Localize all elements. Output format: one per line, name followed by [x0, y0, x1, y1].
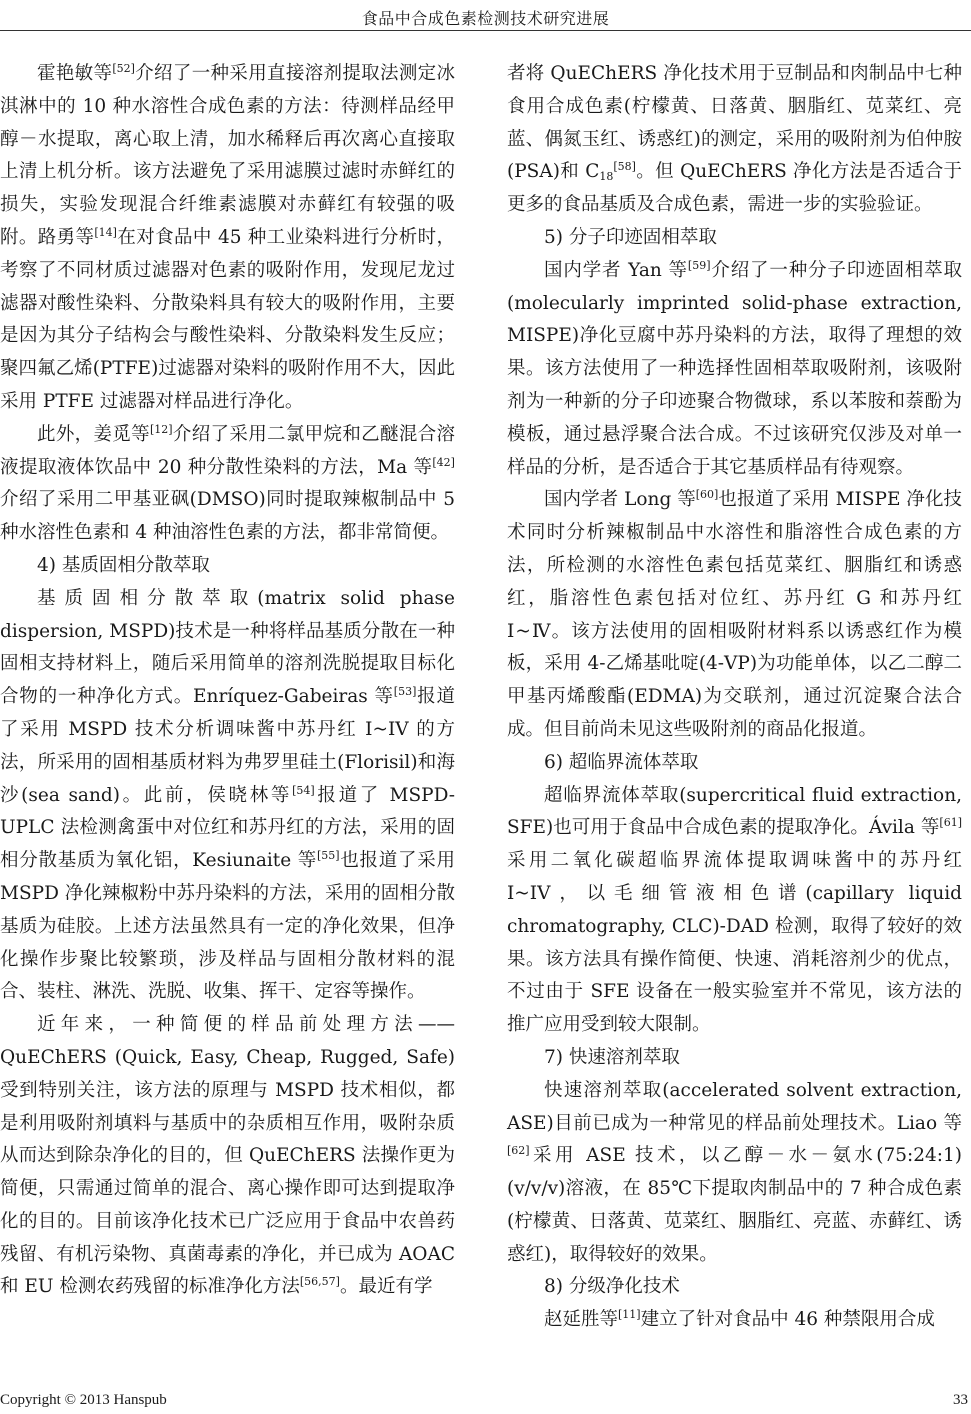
citation-ref[interactable]: [59] — [687, 258, 711, 272]
citation-ref[interactable]: [42] — [432, 455, 455, 469]
section-heading: 7) 快速溶剂萃取 — [544, 1046, 680, 1068]
paragraph: 霍艳敏等[52]介绍了一种采用直接溶剂提取法测定冰淇淋中的 10 种水溶性合成色素的方法：待测样品经甲醇－水提取，离心取上清，加水稀释后再次离心直接取上清上机分析。该方法避免了采用滤膜过滤时赤鲜红的损失，实验发现混合纤维素滤膜对赤藓红有较强的吸附。路勇等[14]在对食品中 45 种工业染料进行分析时，考察了不同材质过滤器对色素的吸附作用，发现尼龙过滤器对酸性染料、分散染料具有较大的吸附作用，主要是因为其分子结构会与酸性染料、分散染料发生反应；聚四氟乙烯(PTFE)过滤器对染料的吸附作用不大，因此采用 PTFE 过滤器对样品进行净化。 — [0, 62, 455, 412]
citation-ref[interactable]: [54] — [292, 783, 315, 797]
citation-ref[interactable]: [52] — [112, 62, 135, 75]
citation-ref[interactable]: [62] — [507, 1144, 530, 1158]
citation-ref[interactable]: [11] — [618, 1308, 641, 1322]
paragraph: 基质固相分散萃取(matrix solid phase dispersion, MSPD)技术是一种将样品基质分散在一种固相支持材料上，随后采用简单的溶剂洗脱提取目标化合物的一种净化方式。Enríquez-Gabeiras 等[53]报道了采用 MSPD 技术分析调味酱中苏丹红 I~IV 的方法，所采用的固相基质材料为弗罗里硅土(Florisil)和海沙(sea sand)。此前，侯晓林等[54]报道了 MSPD-UPLC 法检测禽蛋中对位红和苏丹红的方法，采用的固相分散基质为氧化铝，Kesiunaite 等[55]也报道了采用 MSPD 净化辣椒粉中苏丹染料的方法，采用的固相分散基质为硅胶。上述方法虽然具有一定的净化效果，但净化操作步聚比较繁琐，涉及样品与固相分散材料的混合、装柱、淋洗、洗脱、收集、挥干、定容等操作。 — [0, 587, 455, 1003]
paragraph: 赵延胜等[11]建立了针对食品中 46 种禁限用合成 — [544, 1308, 935, 1331]
right-column — [507, 58, 962, 1337]
citation-ref[interactable]: [56,57] — [299, 1275, 340, 1289]
citation-ref[interactable]: [14] — [94, 225, 117, 239]
citation-ref[interactable]: [60] — [695, 488, 719, 502]
paragraph: 国内学者 Long 等[60]也报道了采用 MISPE 净化技术同时分析辣椒制品中水溶性和脂溶性合成色素的方法，所检测的水溶性色素包括苋菜红、胭脂红和诱惑红，脂溶性色素包括对位红、苏丹红 G 和苏丹红Ⅰ~Ⅳ。该方法使用的固相吸附材料系以诱惑红作为模板，采用 4-乙烯基吡啶(4-VP)为功能单体，以乙二醇二甲基丙烯酸酯(EDMA)为交联剂，通过沉淀聚合法合成。但目前尚未见这些吸附剂的商品化报道。 — [507, 488, 962, 740]
paragraph: 近年来，一种简便的样品前处理方法——QuEChERS (Quick, Easy, Cheap, Rugged, Safe)受到特别关注，该方法的原理与 MSPD 技术相似，都是利用吸附剂填料与基质中的杂质相互作用，吸附杂质从而达到除杂净化的目的，但 QuEChERS 法操作更为简便，只需通过简单的混合、离心操作即可达到提取净化的目的。目前该净化技术已广泛应用于食品中农兽药残留、有机污染物、真菌毒素的净化，并已成为 AOAC 和 EU 检测农药残留的标准净化方法[56,57]。最近有学 — [0, 1014, 455, 1298]
citation-ref[interactable]: [61] — [939, 816, 962, 830]
citation-ref[interactable]: [12] — [149, 422, 173, 436]
paragraph: 者将 QuEChERS 净化技术用于豆制品和肉制品中七种食用合成色素(柠檬黄、日落黄、胭脂红、苋菜红、亮蓝、偶氮玉红、诱惑红)的测定，采用的吸附剂为伯仲胺(PSA)和 $C_{18}[58]$。但 QuEChERS 净化方法是否适合于更多的食品基质及合成色素，需进一步的实验验证。 — [507, 63, 963, 216]
paragraph: 超临界流体萃取(supercritical fluid extraction, SFE)也可用于食品中合成色素的提取净化。Ávila 等[61]采用二氧化碳超临界流体提取调味酱中的苏丹红 I~IV，以毛细管液相色谱(capillary liquid chromatography, CLC)-DAD 检测，取得了较好的效果。该方法具有操作简便、快速、消耗溶剂少的优点，不过由于 SFE 设备在一般实验室并不常见，该方法的推广应用受到较大限制。 — [507, 784, 962, 1036]
subscript: 18 — [599, 170, 614, 184]
left-column — [0, 58, 455, 1304]
running-header: 食品中合成色素检测技术研究进展 — [361, 9, 610, 28]
header-rule — [0, 30, 971, 31]
citation-ref[interactable]: [53] — [393, 685, 417, 699]
paragraph: 此外，姜觅等[12]介绍了采用二氯甲烷和乙醚混合溶液提取液体饮品中 20 种分散性染料的方法，Ma 等[42]介绍了采用二甲基亚砜(DMSO)同时提取辣椒制品中 5 种水溶性色素和 4 种油溶性色素的方法，都非常简便。 — [0, 422, 455, 544]
section-heading: 4) 基质固相分散萃取 — [37, 554, 210, 576]
section-heading: 5) 分子印迹固相萃取 — [544, 226, 717, 248]
citation-ref[interactable]: [58] — [613, 160, 636, 174]
page-number: 33 — [953, 1392, 968, 1408]
paragraph: 快速溶剂萃取(accelerated solvent extraction, ASE)目前已成为一种常见的样品前处理技术。Liao 等[62]采用 ASE 技术，以乙醇－水－氨水(75:24:1)(v/v/v)溶液，在 85℃下提取肉制品中的 7 种合成色素(柠檬黄、日落黄、苋菜红、胭脂红、亮蓝、赤藓红、诱惑红)，取得较好的效果。 — [507, 1079, 962, 1265]
section-heading: 6) 超临界流体萃取 — [544, 751, 699, 773]
footer-copyright: Copyright © 2013 Hanspub — [0, 1392, 167, 1408]
paragraph: 国内学者 Yan 等[59]介绍了一种分子印迹固相萃取(molecularly imprinted solid-phase extraction, MISPE)净化豆腐中苏丹染料的方法，取得了理想的效果。该方法使用了一种选择性固相萃取吸附剂，该吸附剂为一种新的分子印迹聚合物微球，系以苯胺和萘酚为模板，通过悬浮聚合法合成。不过该研究仅涉及对单一样品的分析，是否适合于其它基质样品有待观察。 — [507, 258, 962, 478]
section-heading: 8) 分级净化技术 — [544, 1276, 680, 1298]
citation-ref[interactable]: [55] — [317, 849, 340, 863]
